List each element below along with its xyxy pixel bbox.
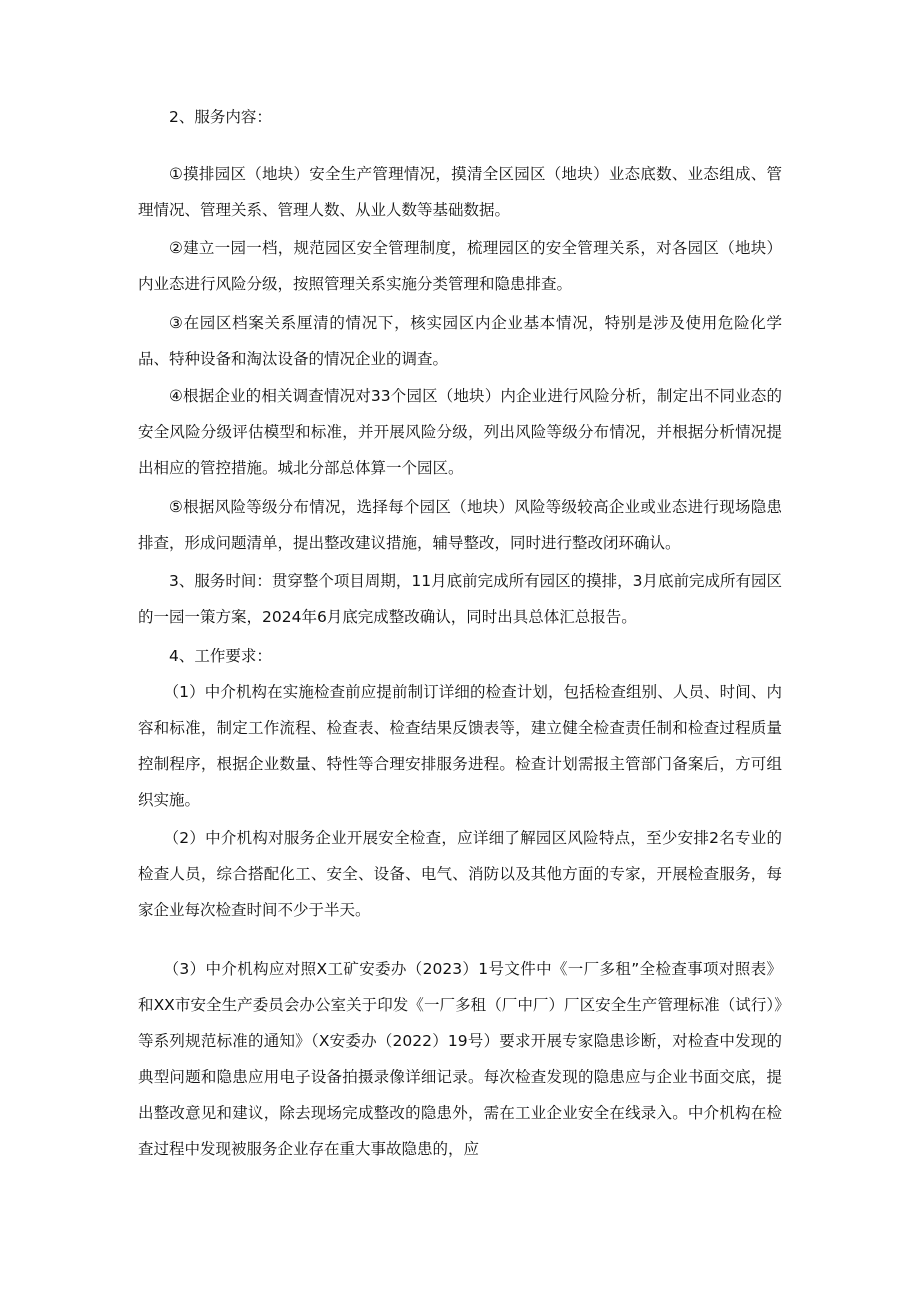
section-heading-work-requirements <box>138 638 782 674</box>
paragraph: （2）中介机构对服务企业开展安全检查，应详细了解园区风险特点，至少安排2名专业的检查人员，综合搭配化工、安全、设备、电气、消防以及其他方面的专家，开展检查服务，每家企业每次检查时间不少于半天。 <box>138 829 782 919</box>
paragraph: ②建立一园一档，规范园区安全管理制度，梳理园区的安全管理关系，对各园区（地块）内业态进行风险分级，按照管理关系实施分类管理和隐患排查。 <box>138 239 782 293</box>
paragraph: 2、服务内容： <box>169 108 272 126</box>
service-content-item-4 <box>138 378 782 486</box>
service-content-item-2 <box>138 230 782 302</box>
service-content-item-3 <box>138 305 782 377</box>
paragraph: ①摸排园区（地块）安全生产管理情况，摸清全区园区（地块）业态底数、业态组成、管理情况、管理关系、管理人数、从业人数等基础数据。 <box>138 165 782 219</box>
paragraph: （1）中介机构在实施检查前应提前制订详细的检查计划，包括检查组别、人员、时间、内容和标准，制定工作流程、检查表、检查结果反馈表等，建立健全检查责任制和检查过程质量控制程序，根据企业数量、特性等合理安排服务进程。检查计划需报主管部门备案后，方可组织实施。 <box>138 683 782 809</box>
paragraph: 4、工作要求： <box>169 647 272 665</box>
paragraph: ③在园区档案关系厘清的情况下，核实园区内企业基本情况，特别是涉及使用危险化学品、特种设备和淘汰设备的情况企业的调查。 <box>138 314 782 368</box>
work-requirement-2 <box>138 820 782 928</box>
work-requirement-3 <box>138 951 782 1167</box>
paragraph: 3、服务时间：贯穿整个项目周期，11月底前完成所有园区的摸排，3月底前完成所有园区的一园一策方案，2024年6月底完成整改确认，同时出具总体汇总报告。 <box>138 572 782 626</box>
section-service-time <box>138 563 782 635</box>
paragraph: ④根据企业的相关调查情况对33个园区（地块）内企业进行风险分析，制定出不同业态的安全风险分级评估模型和标准，并开展风险分级，列出风险等级分布情况，并根据分析情况提出相应的管控措施。城北分部总体算一个园区。 <box>138 387 782 477</box>
service-content-item-1 <box>138 156 782 228</box>
paragraph: ⑤根据风险等级分布情况，选择每个园区（地块）风险等级较高企业或业态进行现场隐患排查，形成问题清单，提出整改建议措施，辅导整改，同时进行整改闭环确认。 <box>138 498 782 552</box>
paragraph: （3）中介机构应对照X工矿安委办（2023）1号文件中《一厂多租”全检查事项对照表》和XX市安全生产委员会办公室关于印发《一厂多租（厂中厂）厂区安全生产管理标准（试行）》等系列规范标准的通知》（X安委办（2022）19号）要求开展专家隐患诊断，对检查中发现的典型问题和隐患应用电子设备拍摄录像详细记录。每次检查发现的隐患应与企业书面交底，提出整改意见和建议，除去现场完成整改的隐患外，需在工业企业安全在线录入。中介机构在检查过程中发现被服务企业存在重大事故隐患的，应 <box>138 960 782 1158</box>
section-heading-service-content <box>138 99 782 135</box>
work-requirement-1 <box>138 674 782 818</box>
service-content-item-5 <box>138 489 782 561</box>
